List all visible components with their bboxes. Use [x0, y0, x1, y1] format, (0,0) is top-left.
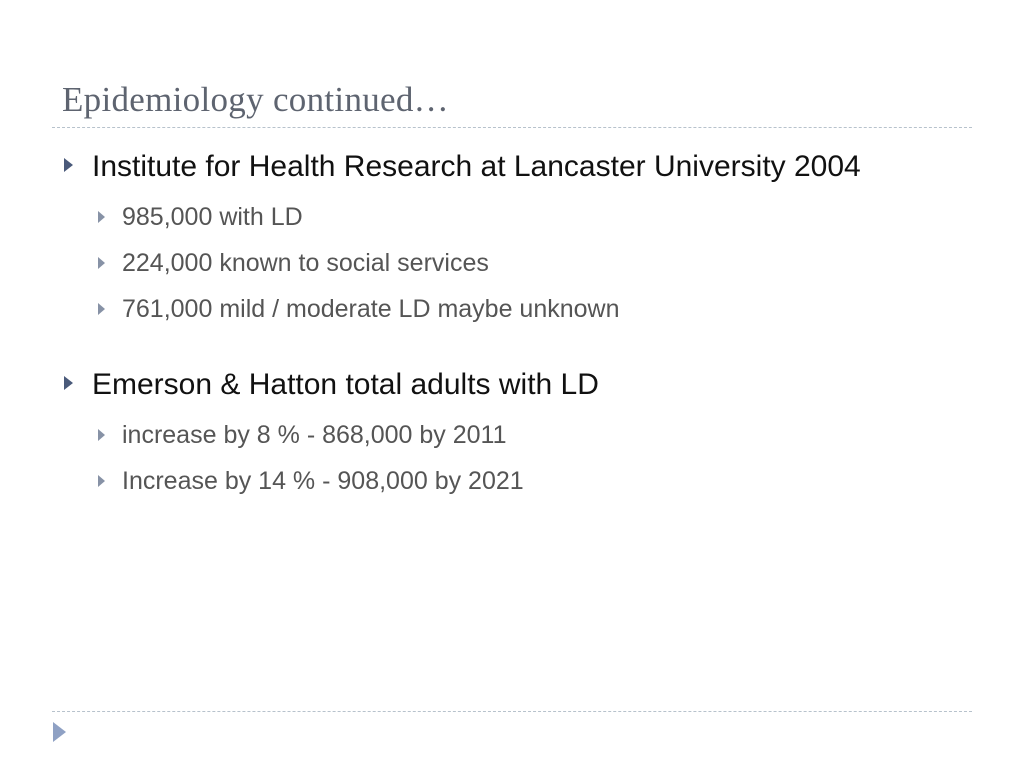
- sub-bullet-list: [60, 412, 960, 504]
- bullet-text: Emerson & Hatton total adults with LD: [92, 368, 599, 401]
- corner-arrow-icon: [53, 722, 66, 742]
- triangle-bullet-icon: [98, 429, 105, 441]
- bullet-level2: [60, 240, 960, 286]
- title-divider: [52, 127, 972, 128]
- bullet-text: Institute for Health Research at Lancaster University 2004: [92, 150, 861, 183]
- bullet-level2: [60, 412, 960, 458]
- slide-title: Epidemiology continued…: [62, 80, 449, 119]
- bullet-text: Increase by 14 % - 908,000 by 2021: [122, 467, 524, 495]
- bullet-level1: [60, 144, 960, 190]
- sub-bullet-list: [60, 194, 960, 332]
- bullet-text: 761,000 mild / moderate LD maybe unknown: [122, 295, 620, 323]
- triangle-bullet-icon: [64, 376, 73, 390]
- triangle-bullet-icon: [98, 303, 105, 315]
- triangle-bullet-icon: [98, 475, 105, 487]
- triangle-bullet-icon: [98, 211, 105, 223]
- bullet-text: 224,000 known to social services: [122, 249, 489, 277]
- triangle-bullet-icon: [64, 158, 73, 172]
- bullet-group-lancaster: [60, 144, 960, 332]
- bullet-level2: [60, 458, 960, 504]
- bullet-level2: [60, 194, 960, 240]
- bullet-level1: [60, 362, 960, 408]
- bullet-group-emerson-hatton: [60, 362, 960, 504]
- bullet-text: 985,000 with LD: [122, 203, 303, 231]
- triangle-bullet-icon: [98, 257, 105, 269]
- bullet-text: increase by 8 % - 868,000 by 2011: [122, 421, 507, 449]
- slide-body: [60, 144, 960, 504]
- footer-divider: [52, 711, 972, 712]
- bullet-level2: [60, 286, 960, 332]
